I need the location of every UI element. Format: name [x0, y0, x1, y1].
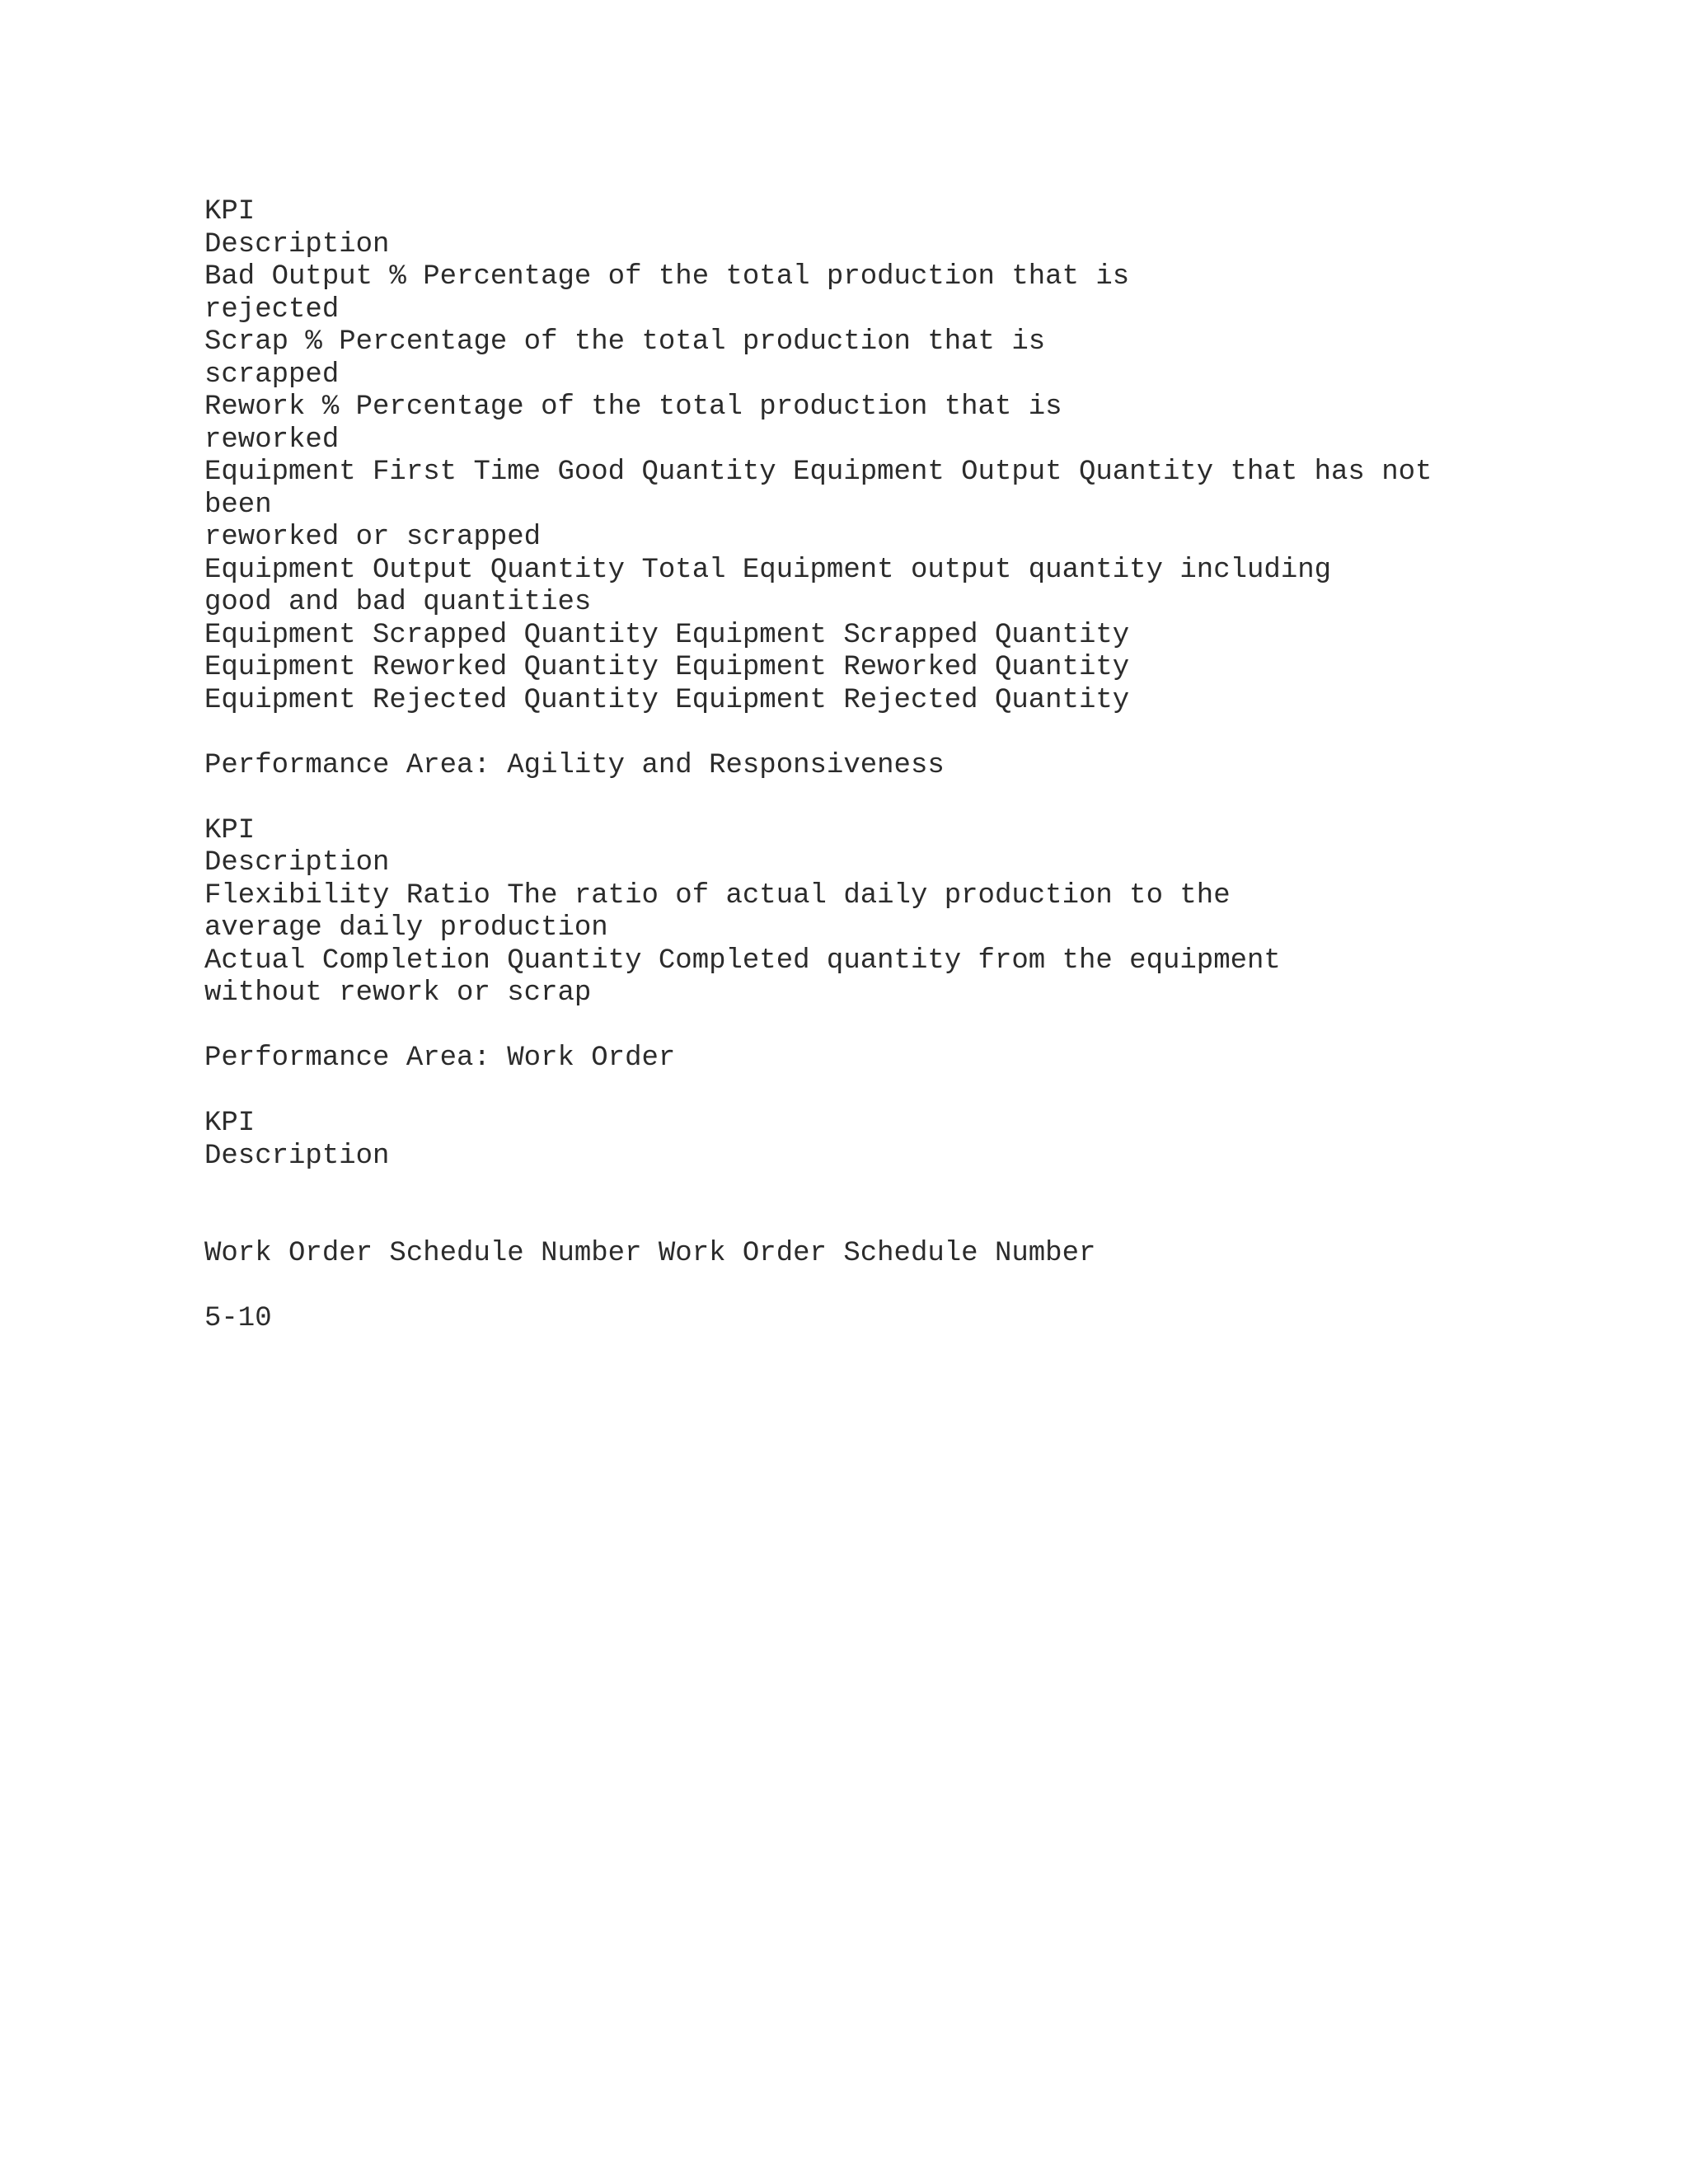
spacer	[204, 1076, 1655, 1108]
table-row: reworked	[204, 424, 340, 456]
table-row: without rework or scrap	[204, 977, 592, 1009]
table-row: Bad Output % Percentage of the total production that is	[204, 261, 1130, 293]
table-header-description: Description	[204, 228, 390, 260]
table-header-description: Description	[204, 1140, 390, 1172]
table-header-kpi: KPI	[204, 814, 256, 846]
table-row: Work Order Schedule Number Work Order Schedule Number	[204, 1238, 1096, 1269]
table-header-kpi: KPI	[204, 1108, 256, 1139]
table-row: average daily production	[204, 912, 608, 944]
section-heading-agility: Performance Area: Agility and Responsiveness	[204, 749, 945, 781]
spacer	[204, 782, 1655, 815]
spacer	[204, 717, 1655, 750]
table-row: reworked or scrapped	[204, 522, 542, 553]
table-row: good and bad quantities	[204, 587, 592, 618]
table-row: Equipment Reworked Quantity Equipment Reworked Quantity	[204, 652, 1130, 683]
table-row: Rework % Percentage of the total production that is	[204, 391, 1062, 423]
spacer	[204, 1271, 1655, 1304]
section-heading-work-order: Performance Area: Work Order	[204, 1043, 676, 1074]
kpi-table-agility	[204, 815, 1655, 1010]
table-header-kpi: KPI	[204, 196, 256, 227]
table-row: Equipment First Time Good Quantity Equipment Output Quantity that has not	[204, 457, 1432, 488]
table-row: Equipment Output Quantity Total Equipment output quantity including	[204, 554, 1332, 586]
spacer	[204, 1173, 1655, 1238]
table-row: scrapped	[204, 359, 340, 391]
table-row: rejected	[204, 293, 340, 326]
page-number: 5-10	[204, 1303, 272, 1334]
table-row: Flexibility Ratio The ratio of actual daily production to the	[204, 879, 1231, 912]
kpi-table-quality	[204, 196, 1655, 717]
kpi-table-work-order	[204, 1108, 1655, 1271]
table-row: Equipment Scrapped Quantity Equipment Scrapped Quantity	[204, 619, 1130, 651]
spacer	[204, 1010, 1655, 1043]
table-row: been	[204, 489, 272, 521]
table-row: Actual Completion Quantity Completed quantity from the equipment	[204, 944, 1281, 977]
table-row: Scrap % Percentage of the total production that is	[204, 326, 1046, 358]
table-header-description: Description	[204, 847, 390, 879]
document-page	[204, 196, 1655, 1336]
table-row: Equipment Rejected Quantity Equipment Rejected Quantity	[204, 684, 1130, 716]
